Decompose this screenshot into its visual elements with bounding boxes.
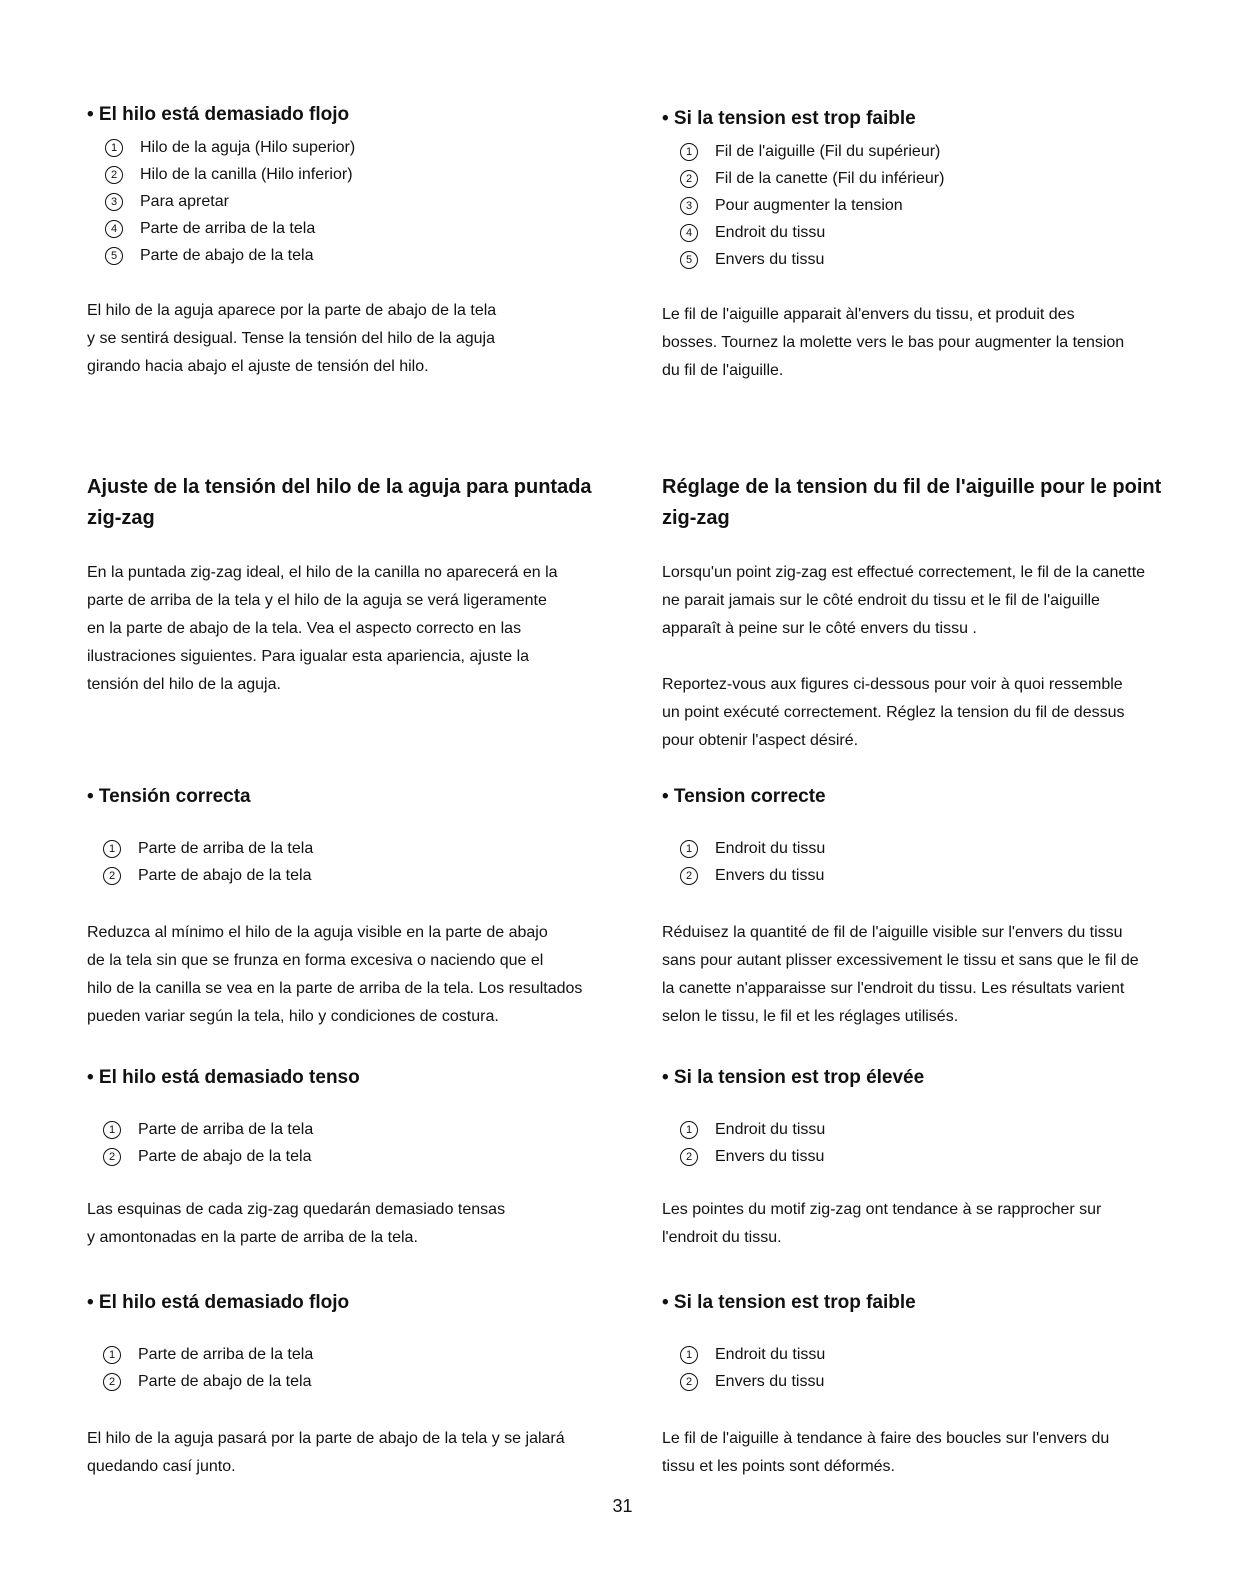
list-item [680, 165, 1202, 192]
body-paragraph [87, 1425, 627, 1481]
list-item [105, 215, 627, 242]
section-title [87, 472, 627, 534]
paragraph-line: Réduisez la quantité de fil de l'aiguille visible sur l'envers du tissu [662, 924, 1123, 941]
paragraph-line: un point exécuté correctement. Réglez la tension du fil de dessus [662, 704, 1125, 721]
list-item [103, 1143, 627, 1170]
paragraph-line: quedando casí junto. [87, 1458, 236, 1475]
body-paragraph [662, 1196, 1202, 1252]
section-title [662, 472, 1202, 534]
number-badge: 4 [680, 224, 698, 242]
list-item-text: Para apretar [140, 192, 229, 210]
list-item [680, 219, 1202, 246]
list-item [105, 188, 627, 215]
paragraph-line: du fil de l'aiguille. [662, 362, 784, 379]
body-paragraph [662, 1425, 1202, 1481]
paragraph-line: tissu et les points sont déformés. [662, 1458, 895, 1475]
list-item-text: Parte de abajo de la tela [140, 246, 314, 264]
paragraph-line: Reduzca al mínimo el hilo de la aguja visible en la parte de abajo [87, 924, 548, 941]
number-badge: 5 [105, 247, 123, 265]
right-title-block [662, 472, 1202, 755]
numbered-list [103, 835, 627, 889]
list-item-text: Envers du tissu [715, 1147, 825, 1165]
list-item [680, 1341, 1202, 1368]
right-section-3 [662, 1067, 1202, 1252]
paragraph-line: ne parait jamais sur le côté endroit du tissu et le fil de l'aiguille [662, 592, 1100, 609]
paragraph-line: El hilo de la aguja pasará por la parte de abajo de la tela y se jalará [87, 1430, 565, 1447]
list-item [680, 1143, 1202, 1170]
section-heading: • El hilo está demasiado flojo [87, 104, 350, 125]
numbered-list [680, 138, 1202, 273]
section-heading: • Tensión correcta [87, 786, 251, 807]
paragraph-line: la canette n'apparaisse sur l'endroit du tissu. Les résultats varient [662, 980, 1125, 997]
left-section-3 [87, 1067, 627, 1252]
number-badge: 1 [680, 840, 698, 858]
number-badge: 2 [103, 1148, 121, 1166]
paragraph-line: ilustraciones siguientes. Para igualar esta apariencia, ajuste la [87, 648, 530, 665]
title-line: Ajuste de la tensión del hilo de la aguja para puntada [87, 476, 592, 498]
paragraph-line: sans pour autant plisser excessivement le tissu et sans que le fil de [662, 952, 1139, 969]
list-item-text: Pour augmenter la tension [715, 196, 903, 214]
page-number: 31 [612, 1496, 633, 1516]
number-badge: 1 [103, 840, 121, 858]
number-badge: 1 [680, 1121, 698, 1139]
paragraph-line: parte de arriba de la tela y el hilo de la aguja se verá ligeramente [87, 592, 547, 609]
title-line: zig-zag [662, 507, 730, 529]
left-title-block [87, 472, 627, 699]
list-item-text: Parte de abajo de la tela [138, 1147, 312, 1165]
number-badge: 4 [105, 220, 123, 238]
paragraph-line: selon le tissu, le fil et les réglages utilisés. [662, 1008, 959, 1025]
number-badge: 2 [680, 170, 698, 188]
numbered-list [680, 1341, 1202, 1395]
left-section-4 [87, 1292, 627, 1481]
list-item [103, 1368, 627, 1395]
list-item-text: Endroit du tissu [715, 223, 826, 241]
numbered-list [103, 1116, 627, 1170]
list-item [103, 835, 627, 862]
list-item [680, 862, 1202, 889]
numbered-list [680, 835, 1202, 889]
list-item [105, 161, 627, 188]
right-section-2 [662, 786, 1202, 1031]
number-badge: 1 [680, 143, 698, 161]
body-paragraph [87, 919, 627, 1031]
list-item [680, 246, 1202, 273]
intro-paragraph [87, 559, 627, 699]
paragraph-line: Las esquinas de cada zig-zag quedarán demasiado tensas [87, 1201, 506, 1218]
list-item [103, 1341, 627, 1368]
list-item [680, 192, 1202, 219]
body-paragraph [87, 1196, 627, 1252]
list-item [680, 1368, 1202, 1395]
paragraph-line: y amontonadas en la parte de arriba de la tela. [87, 1229, 418, 1246]
number-badge: 5 [680, 251, 698, 269]
left-section-1 [87, 104, 627, 381]
body-paragraph [87, 297, 627, 381]
list-item [680, 835, 1202, 862]
list-item-text: Endroit du tissu [715, 1345, 826, 1363]
list-item-text: Fil de l'aiguille (Fil du supérieur) [715, 142, 941, 160]
intro-paragraph [662, 559, 1202, 643]
number-badge: 2 [105, 166, 123, 184]
list-item-text: Hilo de la canilla (Hilo inferior) [140, 165, 353, 183]
paragraph-line: El hilo de la aguja aparece por la parte de abajo de la tela [87, 302, 497, 319]
number-badge: 1 [103, 1121, 121, 1139]
list-item-text: Envers du tissu [715, 1372, 825, 1390]
number-badge: 2 [103, 1373, 121, 1391]
list-item [680, 1116, 1202, 1143]
list-item [680, 138, 1202, 165]
number-badge: 3 [105, 193, 123, 211]
list-item [103, 862, 627, 889]
paragraph-line: Les pointes du motif zig-zag ont tendance à se rapprocher sur [662, 1201, 1102, 1218]
paragraph-line: apparaît à peine sur le côté envers du tissu . [662, 620, 977, 637]
number-badge: 1 [105, 139, 123, 157]
left-section-2 [87, 786, 627, 1031]
number-badge: 2 [680, 1148, 698, 1166]
list-item-text: Parte de arriba de la tela [140, 219, 316, 237]
paragraph-line: Lorsqu'un point zig-zag est effectué correctement, le fil de la canette [662, 564, 1146, 581]
section-heading: • Si la tension est trop élevée [662, 1067, 925, 1088]
section-heading: • El hilo está demasiado tenso [87, 1067, 360, 1088]
number-badge: 2 [680, 1373, 698, 1391]
section-heading: • El hilo está demasiado flojo [87, 1292, 350, 1313]
paragraph-line: y se sentirá desigual. Tense la tensión del hilo de la aguja [87, 330, 495, 347]
section-heading: • Tension correcte [662, 786, 826, 807]
list-item-text: Envers du tissu [715, 866, 825, 884]
number-badge: 1 [680, 1346, 698, 1364]
number-badge: 2 [103, 867, 121, 885]
list-item-text: Endroit du tissu [715, 839, 826, 857]
paragraph-line: hilo de la canilla se vea en la parte de arriba de la tela. Los resultados [87, 980, 583, 997]
numbered-list [103, 1341, 627, 1395]
paragraph-line: En la puntada zig-zag ideal, el hilo de la canilla no aparecerá en la [87, 564, 558, 581]
list-item-text: Hilo de la aguja (Hilo superior) [140, 138, 356, 156]
right-section-4 [662, 1292, 1202, 1481]
list-item-text: Endroit du tissu [715, 1120, 826, 1138]
paragraph-line: l'endroit du tissu. [662, 1229, 782, 1246]
right-section-1 [662, 108, 1202, 385]
list-item-text: Parte de abajo de la tela [138, 866, 312, 884]
number-badge: 1 [103, 1346, 121, 1364]
paragraph-line: Reportez-vous aux figures ci-dessous pour voir à quoi ressemble [662, 676, 1123, 693]
paragraph-line: Le fil de l'aiguille apparait àl'envers du tissu, et produit des [662, 306, 1075, 323]
paragraph-line: tensión del hilo de la aguja. [87, 676, 281, 693]
list-item [105, 134, 627, 161]
intro-paragraph [662, 671, 1202, 755]
list-item-text: Parte de arriba de la tela [138, 1120, 314, 1138]
paragraph-line: pueden variar según la tela, hilo y condiciones de costura. [87, 1008, 499, 1025]
number-badge: 2 [680, 867, 698, 885]
list-item-text: Parte de abajo de la tela [138, 1372, 312, 1390]
list-item-text: Envers du tissu [715, 250, 825, 268]
paragraph-line: de la tela sin que se frunza en forma excesiva o naciendo que el [87, 952, 544, 969]
numbered-list [105, 134, 627, 269]
list-item-text: Fil de la canette (Fil du inférieur) [715, 169, 945, 187]
list-item [103, 1116, 627, 1143]
title-line: Réglage de la tension du fil de l'aiguille pour le point [662, 476, 1162, 498]
section-heading: • Si la tension est trop faible [662, 1292, 916, 1313]
paragraph-line: girando hacia abajo el ajuste de tensión del hilo. [87, 358, 429, 375]
body-paragraph [662, 919, 1202, 1031]
list-item [105, 242, 627, 269]
paragraph-line: bosses. Tournez la molette vers le bas pour augmenter la tension [662, 334, 1125, 351]
list-item-text: Parte de arriba de la tela [138, 839, 314, 857]
body-paragraph [662, 301, 1202, 385]
number-badge: 3 [680, 197, 698, 215]
title-line: zig-zag [87, 507, 155, 529]
paragraph-line: Le fil de l'aiguille à tendance à faire des boucles sur l'envers du [662, 1430, 1110, 1447]
paragraph-line: en la parte de abajo de la tela. Vea el aspecto correcto en las [87, 620, 522, 637]
section-heading: • Si la tension est trop faible [662, 108, 916, 129]
numbered-list [680, 1116, 1202, 1170]
paragraph-line: pour obtenir l'aspect désiré. [662, 732, 859, 749]
list-item-text: Parte de arriba de la tela [138, 1345, 314, 1363]
